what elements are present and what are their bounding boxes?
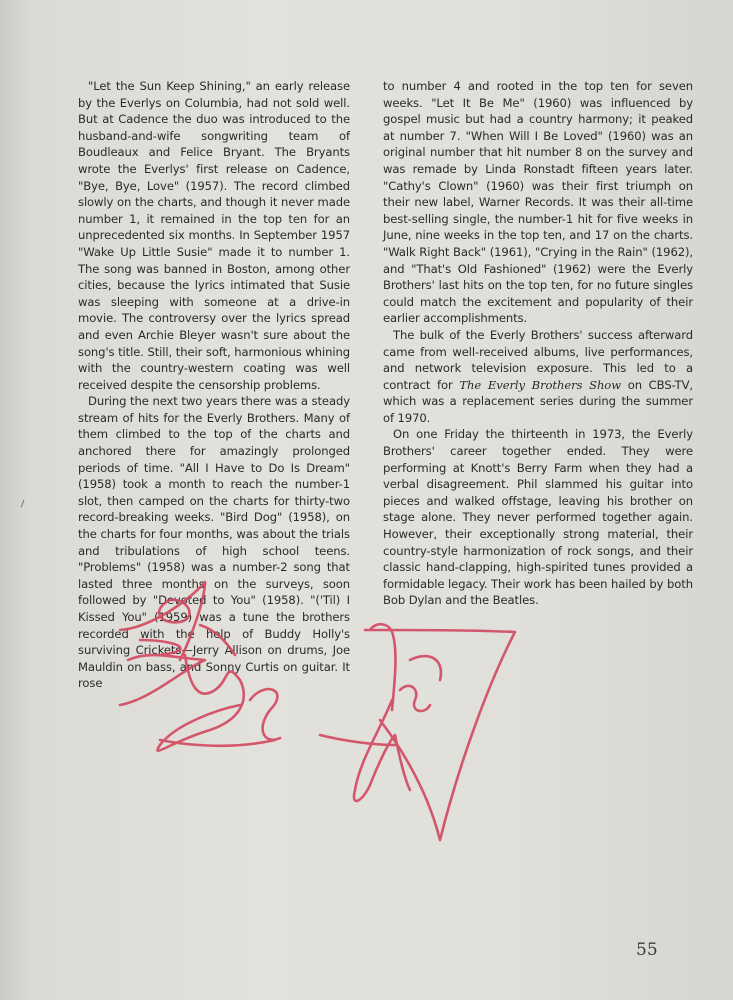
pencil-mark (21, 500, 27, 509)
paragraph: On one Friday the thirteenth in 1973, the Everly Brothers' career together ended. They were performing at Knott's Berry Farm when they had a verbal disagreement. Phil slammed his guitar into pieces and walked offstage, leaving his brother on stage alone. They never performed together again. However, their exceptionally strong material, their country-style harmonization of rock songs, and their classic hand-clapping, high-spirited tunes provided a formidable legacy. Their work has been hailed by both Bob Dylan and the Beatles. (383, 427, 693, 608)
paragraph: "Let the Sun Keep Shining," an early release by the Everlys on Columbia, had not sold well. But at Cadence the duo was introduced to the husband-and-wife songwriting team of Boudleaux and Felice Bryant. The Bryants wrote the Everlys' first release on Cadence, "Bye, Bye, Love" (1957). The record climbed slowly on the charts, and though it never made number 1, it remained in the top ten for an unprecedented six months. In September 1957 "Wake Up Little Susie" made it to number 1. The song was banned in Boston, among other cities, because the lyrics intimated that Susie was sleeping with someone at a drive-in movie. The controversy over the lyrics spread and even Archie Bleyer wasn't sure about the song's title. Still, their soft, harmonious whining with the country-western coating was well received despite the censorship problems. (78, 79, 350, 392)
right-text-column (383, 78, 693, 609)
paragraph (383, 327, 693, 427)
paragraph: to number 4 and rooted in the top ten for seven weeks. "Let It Be Me" (1960) was influenced by gospel music but had a country harmony; it peaked at number 7. "When Will I Be Loved" (1960) was an original number that hit number 8 on the survey and was remade by Linda Ronstadt fifteen years later. "Cathy's Clown" (1960) was their first triumph on their new label, Warner Records. It was their all-time best-selling single, the number-1 hit for five weeks in June, nine weeks in the top ten, and 17 on the charts. "Walk Right Back" (1961), "Crying in the Rain" (1962), and "That's Old Fashioned" (1962) were the Everly Brothers' last hits on the top ten, for no future singles could match the excitement and popularity of their earlier accomplishments. (383, 79, 693, 326)
paragraph-text: on CBS-TV, which was a replacement series during the summer of 1970. (383, 377, 693, 425)
paragraph-text: The bulk of the Everly Brothers' success afterward came from well-received albums, live performances, and network television exposure. This led to a contract for (383, 327, 693, 392)
left-text-column (78, 78, 350, 692)
page-number: 55 (636, 940, 658, 960)
paragraph: During the next two years there was a steady stream of hits for the Everly Brothers. Many of them climbed to the top of the charts and anchored there for amazingly prolonged periods of time. "All I Have to Do Is Dream" (1958) took a month to reach the number-1 slot, then camped on the charts for thirty-two record-breaking weeks. "Bird Dog" (1958), on the charts for four months, was about the trials and tribulations of high school teens. "Problems" (1958) was a number-2 song that lasted three months on the surveys, soon followed by "Devoted to You" (1958). "('Til) I Kissed You" (1959) was a tune the brothers recorded with the help of Buddy Holly's surviving Crickets—Jerry Allison on drums, Joe Mauldin on bass, and Sonny Curtis on guitar. It rose (78, 394, 350, 691)
show-title: The Everly Brothers Show (459, 377, 622, 392)
